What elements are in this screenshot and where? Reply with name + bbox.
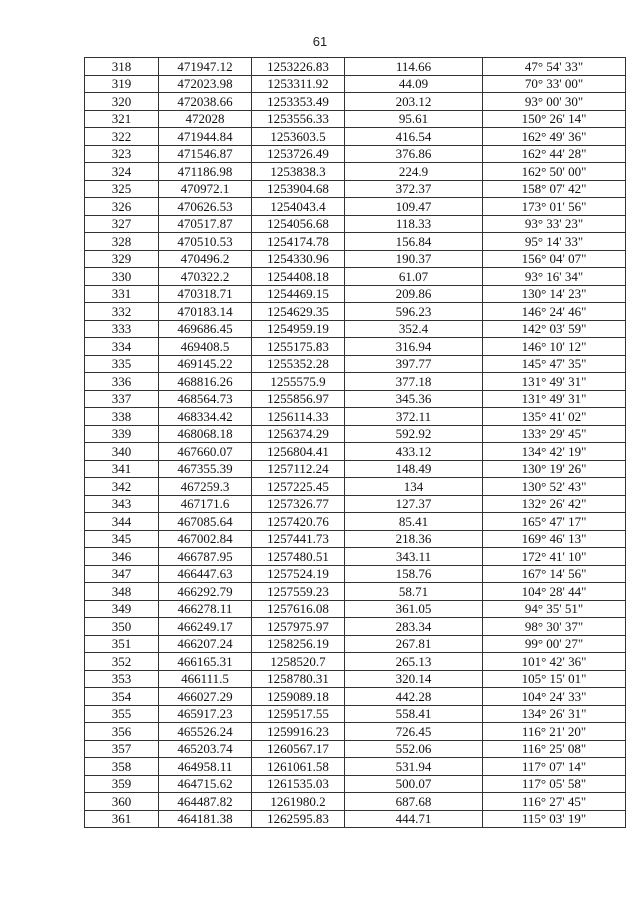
point-number-cell: 339 [85,425,159,443]
point-number-cell: 356 [85,723,159,741]
table-row [85,793,626,811]
x-coordinate-cell: 472028 [159,110,252,128]
x-coordinate-cell: 466278.11 [159,600,252,618]
y-coordinate-cell: 1259916.23 [252,723,345,741]
point-number-cell: 318 [85,58,159,76]
distance-cell: 267.81 [345,635,483,653]
point-number-cell: 331 [85,285,159,303]
table-row [85,758,626,776]
point-number-cell: 325 [85,180,159,198]
distance-cell: 224.9 [345,163,483,181]
table-row [85,180,626,198]
point-number-cell: 350 [85,618,159,636]
point-number-cell: 348 [85,583,159,601]
y-coordinate-cell: 1257441.73 [252,530,345,548]
point-number-cell: 355 [85,705,159,723]
x-coordinate-cell: 472023.98 [159,75,252,93]
bearing-cell: 156° 04' 07" [483,250,626,268]
y-coordinate-cell: 1256114.33 [252,408,345,426]
x-coordinate-cell: 470510.53 [159,233,252,251]
bearing-cell: 150° 26' 14" [483,110,626,128]
y-coordinate-cell: 1254056.68 [252,215,345,233]
table-row [85,460,626,478]
y-coordinate-cell: 1260567.17 [252,740,345,758]
bearing-cell: 104° 24' 33" [483,688,626,706]
y-coordinate-cell: 1257524.19 [252,565,345,583]
x-coordinate-cell: 464487.82 [159,793,252,811]
bearing-cell: 165° 47' 17" [483,513,626,531]
point-number-cell: 333 [85,320,159,338]
distance-cell: 361.05 [345,600,483,618]
x-coordinate-cell: 465917.23 [159,705,252,723]
point-number-cell: 358 [85,758,159,776]
bearing-cell: 47° 54' 33" [483,58,626,76]
y-coordinate-cell: 1254629.35 [252,303,345,321]
point-number-cell: 328 [85,233,159,251]
bearing-cell: 133° 29' 45" [483,425,626,443]
table-row [85,233,626,251]
distance-cell: 61.07 [345,268,483,286]
point-number-cell: 336 [85,373,159,391]
y-coordinate-cell: 1253726.49 [252,145,345,163]
distance-cell: 596.23 [345,303,483,321]
table-row [85,408,626,426]
bearing-cell: 94° 35' 51" [483,600,626,618]
y-coordinate-cell: 1254408.18 [252,268,345,286]
x-coordinate-cell: 466027.29 [159,688,252,706]
table-row [85,600,626,618]
distance-cell: 148.49 [345,460,483,478]
distance-cell: 109.47 [345,198,483,216]
distance-cell: 345.36 [345,390,483,408]
distance-cell: 127.37 [345,495,483,513]
bearing-cell: 117° 07' 14" [483,758,626,776]
point-number-cell: 335 [85,355,159,373]
distance-cell: 203.12 [345,93,483,111]
y-coordinate-cell: 1257225.45 [252,478,345,496]
y-coordinate-cell: 1253226.83 [252,58,345,76]
x-coordinate-cell: 469686.45 [159,320,252,338]
y-coordinate-cell: 1255856.97 [252,390,345,408]
table-row [85,285,626,303]
bearing-cell: 131° 49' 31" [483,373,626,391]
x-coordinate-cell: 468068.18 [159,425,252,443]
table-row [85,145,626,163]
point-number-cell: 361 [85,810,159,828]
table-row [85,390,626,408]
bearing-cell: 169° 46' 13" [483,530,626,548]
table-row [85,215,626,233]
point-number-cell: 337 [85,390,159,408]
x-coordinate-cell: 464715.62 [159,775,252,793]
distance-cell: 372.11 [345,408,483,426]
point-number-cell: 353 [85,670,159,688]
point-number-cell: 326 [85,198,159,216]
point-number-cell: 345 [85,530,159,548]
distance-cell: 397.77 [345,355,483,373]
table-row [85,373,626,391]
y-coordinate-cell: 1258520.7 [252,653,345,671]
x-coordinate-cell: 467171.6 [159,495,252,513]
distance-cell: 558.41 [345,705,483,723]
point-number-cell: 322 [85,128,159,146]
bearing-cell: 130° 52' 43" [483,478,626,496]
point-number-cell: 359 [85,775,159,793]
table-row [85,618,626,636]
bearing-cell: 132° 26' 42" [483,495,626,513]
y-coordinate-cell: 1257975.97 [252,618,345,636]
distance-cell: 85.41 [345,513,483,531]
x-coordinate-cell: 471944.84 [159,128,252,146]
bearing-cell: 145° 47' 35" [483,355,626,373]
distance-cell: 377.18 [345,373,483,391]
x-coordinate-cell: 467355.39 [159,460,252,478]
x-coordinate-cell: 467085.64 [159,513,252,531]
point-number-cell: 327 [85,215,159,233]
x-coordinate-cell: 467660.07 [159,443,252,461]
point-number-cell: 321 [85,110,159,128]
point-number-cell: 342 [85,478,159,496]
distance-cell: 283.34 [345,618,483,636]
bearing-cell: 70° 33' 00" [483,75,626,93]
page-number: 61 [312,34,328,49]
distance-cell: 320.14 [345,670,483,688]
table-row [85,548,626,566]
bearing-cell: 104° 28' 44" [483,583,626,601]
bearing-cell: 162° 50' 00" [483,163,626,181]
y-coordinate-cell: 1256804.41 [252,443,345,461]
bearing-cell: 95° 14' 33" [483,233,626,251]
y-coordinate-cell: 1259089.18 [252,688,345,706]
x-coordinate-cell: 470517.87 [159,215,252,233]
distance-cell: 531.94 [345,758,483,776]
bearing-cell: 146° 24' 46" [483,303,626,321]
distance-cell: 316.94 [345,338,483,356]
distance-cell: 44.09 [345,75,483,93]
distance-cell: 114.66 [345,58,483,76]
bearing-cell: 142° 03' 59" [483,320,626,338]
table-row [85,110,626,128]
point-number-cell: 340 [85,443,159,461]
bearing-cell: 130° 14' 23" [483,285,626,303]
bearing-cell: 101° 42' 36" [483,653,626,671]
y-coordinate-cell: 1255575.9 [252,373,345,391]
x-coordinate-cell: 470972.1 [159,180,252,198]
point-number-cell: 334 [85,338,159,356]
y-coordinate-cell: 1257112.24 [252,460,345,478]
x-coordinate-cell: 465203.74 [159,740,252,758]
table-row [85,443,626,461]
distance-cell: 592.92 [345,425,483,443]
point-number-cell: 332 [85,303,159,321]
x-coordinate-cell: 466207.24 [159,635,252,653]
bearing-cell: 135° 41' 02" [483,408,626,426]
x-coordinate-cell: 466111.5 [159,670,252,688]
point-number-cell: 357 [85,740,159,758]
table-row [85,775,626,793]
table-row [85,93,626,111]
bearing-cell: 117° 05' 58" [483,775,626,793]
y-coordinate-cell: 1255175.83 [252,338,345,356]
y-coordinate-cell: 1261061.58 [252,758,345,776]
table-row [85,583,626,601]
table-row [85,198,626,216]
x-coordinate-cell: 470626.53 [159,198,252,216]
point-number-cell: 347 [85,565,159,583]
distance-cell: 265.13 [345,653,483,671]
x-coordinate-cell: 468334.42 [159,408,252,426]
y-coordinate-cell: 1262595.83 [252,810,345,828]
y-coordinate-cell: 1255352.28 [252,355,345,373]
x-coordinate-cell: 466165.31 [159,653,252,671]
y-coordinate-cell: 1261535.03 [252,775,345,793]
point-number-cell: 324 [85,163,159,181]
bearing-cell: 93° 16' 34" [483,268,626,286]
table-row [85,565,626,583]
bearing-cell: 173° 01' 56" [483,198,626,216]
bearing-cell: 134° 26' 31" [483,705,626,723]
x-coordinate-cell: 472038.66 [159,93,252,111]
table-row [85,495,626,513]
bearing-cell: 146° 10' 12" [483,338,626,356]
y-coordinate-cell: 1258256.19 [252,635,345,653]
table-row [85,478,626,496]
bearing-cell: 162° 49' 36" [483,128,626,146]
x-coordinate-cell: 465526.24 [159,723,252,741]
x-coordinate-cell: 468564.73 [159,390,252,408]
point-number-cell: 341 [85,460,159,478]
y-coordinate-cell: 1254959.19 [252,320,345,338]
distance-cell: 209.86 [345,285,483,303]
y-coordinate-cell: 1258780.31 [252,670,345,688]
y-coordinate-cell: 1257559.23 [252,583,345,601]
x-coordinate-cell: 470318.71 [159,285,252,303]
table-row [85,425,626,443]
table-row [85,128,626,146]
bearing-cell: 172° 41' 10" [483,548,626,566]
distance-cell: 158.76 [345,565,483,583]
y-coordinate-cell: 1253353.49 [252,93,345,111]
bearing-cell: 116° 21' 20" [483,723,626,741]
table-row [85,670,626,688]
table-row [85,705,626,723]
table-row [85,740,626,758]
bearing-cell: 134° 42' 19" [483,443,626,461]
coordinates-table [84,57,626,828]
distance-cell: 416.54 [345,128,483,146]
bearing-cell: 99° 00' 27" [483,635,626,653]
distance-cell: 433.12 [345,443,483,461]
x-coordinate-cell: 470496.2 [159,250,252,268]
table-row [85,530,626,548]
y-coordinate-cell: 1257326.77 [252,495,345,513]
bearing-cell: 167° 14' 56" [483,565,626,583]
x-coordinate-cell: 469408.5 [159,338,252,356]
x-coordinate-cell: 467002.84 [159,530,252,548]
distance-cell: 343.11 [345,548,483,566]
y-coordinate-cell: 1254330.96 [252,250,345,268]
x-coordinate-cell: 464958.11 [159,758,252,776]
distance-cell: 156.84 [345,233,483,251]
distance-cell: 444.71 [345,810,483,828]
distance-cell: 118.33 [345,215,483,233]
y-coordinate-cell: 1253311.92 [252,75,345,93]
table-row [85,635,626,653]
table-row [85,723,626,741]
distance-cell: 376.86 [345,145,483,163]
table-row [85,250,626,268]
point-number-cell: 346 [85,548,159,566]
table-row [85,268,626,286]
point-number-cell: 343 [85,495,159,513]
bearing-cell: 98° 30' 37" [483,618,626,636]
point-number-cell: 354 [85,688,159,706]
x-coordinate-cell: 471546.87 [159,145,252,163]
table-row [85,303,626,321]
x-coordinate-cell: 466787.95 [159,548,252,566]
point-number-cell: 344 [85,513,159,531]
x-coordinate-cell: 468816.26 [159,373,252,391]
distance-cell: 372.37 [345,180,483,198]
point-number-cell: 349 [85,600,159,618]
y-coordinate-cell: 1257616.08 [252,600,345,618]
distance-cell: 726.45 [345,723,483,741]
distance-cell: 95.61 [345,110,483,128]
distance-cell: 352.4 [345,320,483,338]
point-number-cell: 352 [85,653,159,671]
y-coordinate-cell: 1254469.15 [252,285,345,303]
coordinates-table-body [85,58,626,828]
distance-cell: 218.36 [345,530,483,548]
table-row [85,688,626,706]
x-coordinate-cell: 466292.79 [159,583,252,601]
bearing-cell: 115° 03' 19" [483,810,626,828]
table-row [85,355,626,373]
distance-cell: 58.71 [345,583,483,601]
table-row [85,513,626,531]
y-coordinate-cell: 1257480.51 [252,548,345,566]
bearing-cell: 93° 00' 30" [483,93,626,111]
y-coordinate-cell: 1253904.68 [252,180,345,198]
x-coordinate-cell: 464181.38 [159,810,252,828]
x-coordinate-cell: 467259.3 [159,478,252,496]
distance-cell: 190.37 [345,250,483,268]
y-coordinate-cell: 1253603.5 [252,128,345,146]
distance-cell: 552.06 [345,740,483,758]
y-coordinate-cell: 1254174.78 [252,233,345,251]
bearing-cell: 93° 33' 23" [483,215,626,233]
bearing-cell: 116° 27' 45" [483,793,626,811]
point-number-cell: 320 [85,93,159,111]
x-coordinate-cell: 469145.22 [159,355,252,373]
distance-cell: 134 [345,478,483,496]
x-coordinate-cell: 471947.12 [159,58,252,76]
table-row [85,338,626,356]
y-coordinate-cell: 1253838.3 [252,163,345,181]
table-row [85,163,626,181]
point-number-cell: 319 [85,75,159,93]
table-row [85,653,626,671]
table-row [85,58,626,76]
bearing-cell: 162° 44' 28" [483,145,626,163]
x-coordinate-cell: 466249.17 [159,618,252,636]
x-coordinate-cell: 470322.2 [159,268,252,286]
y-coordinate-cell: 1253556.33 [252,110,345,128]
y-coordinate-cell: 1256374.29 [252,425,345,443]
x-coordinate-cell: 471186.98 [159,163,252,181]
point-number-cell: 338 [85,408,159,426]
point-number-cell: 329 [85,250,159,268]
bearing-cell: 131° 49' 31" [483,390,626,408]
distance-cell: 442.28 [345,688,483,706]
point-number-cell: 330 [85,268,159,286]
distance-cell: 500.07 [345,775,483,793]
bearing-cell: 130° 19' 26" [483,460,626,478]
bearing-cell: 105° 15' 01" [483,670,626,688]
table-row [85,320,626,338]
distance-cell: 687.68 [345,793,483,811]
bearing-cell: 158° 07' 42" [483,180,626,198]
y-coordinate-cell: 1259517.55 [252,705,345,723]
table-row [85,75,626,93]
bearing-cell: 116° 25' 08" [483,740,626,758]
y-coordinate-cell: 1254043.4 [252,198,345,216]
y-coordinate-cell: 1257420.76 [252,513,345,531]
x-coordinate-cell: 470183.14 [159,303,252,321]
y-coordinate-cell: 1261980.2 [252,793,345,811]
x-coordinate-cell: 466447.63 [159,565,252,583]
table-row [85,810,626,828]
point-number-cell: 360 [85,793,159,811]
point-number-cell: 323 [85,145,159,163]
point-number-cell: 351 [85,635,159,653]
